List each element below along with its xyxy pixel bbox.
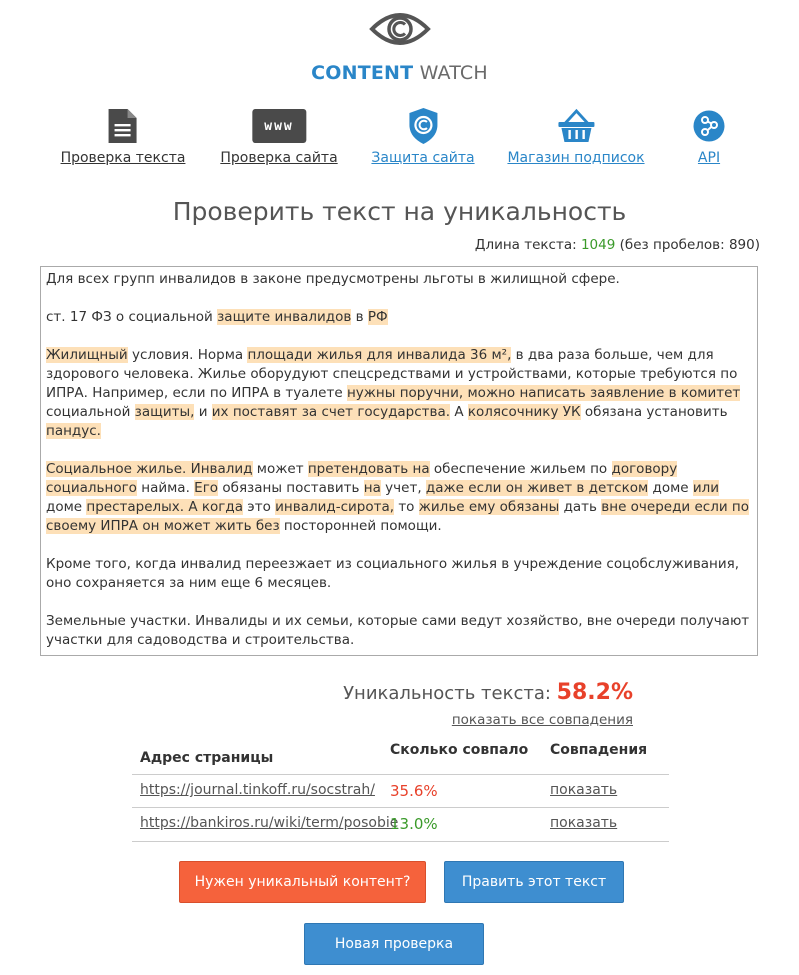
- matched-fragment: вне очереди если по своему ИПРА он может жить без: [46, 499, 749, 534]
- eye-logo-icon: [369, 8, 431, 50]
- col-header-matches: Совпадения: [550, 742, 648, 758]
- show-match-link[interactable]: показать: [550, 815, 618, 831]
- match-url[interactable]: https://bankiros.ru/wiki/term/posobie: [140, 815, 399, 831]
- col-header-url: Адрес страницы: [140, 750, 274, 766]
- text-fragment: в: [351, 309, 368, 325]
- text-fragment: в два раза больше, чем для здорового человека. Жилье оборудуют спецсредствами и устройствами, которые требуются по ИПРА. Например, если по ИПРА в туалете: [46, 347, 738, 401]
- brand-word-content: CONTENT: [311, 62, 414, 84]
- matched-fragment: Его: [194, 480, 219, 496]
- match-percent: 13.0%: [390, 815, 438, 833]
- matched-fragment: инвалид-сирота,: [275, 499, 395, 515]
- nav-api[interactable]: [693, 106, 725, 166]
- www-icon: www: [252, 109, 306, 143]
- main-nav: [0, 106, 799, 176]
- matched-fragment: на: [363, 480, 381, 496]
- page-title: Проверить текст на уникальность: [172, 197, 627, 226]
- nav-label[interactable]: Проверка текста: [60, 150, 186, 166]
- uniqueness-result: [343, 680, 633, 705]
- new-check-button[interactable]: Новая проверка: [304, 923, 484, 965]
- matched-fragment: колясочнику УК: [467, 404, 581, 420]
- matched-fragment: защиты,: [134, 404, 195, 420]
- nav-label[interactable]: API: [697, 150, 721, 166]
- api-icon: [693, 110, 725, 142]
- text-fragment: доме: [648, 480, 693, 496]
- nav-text-check[interactable]: [61, 106, 186, 166]
- text-fragment: может: [252, 461, 308, 477]
- logo[interactable]: [0, 8, 799, 84]
- text-fragment: дать: [559, 499, 602, 515]
- nav-subscription-shop[interactable]: [507, 106, 644, 166]
- text-fragment: обеспечение жильем по: [429, 461, 612, 477]
- matched-fragment: престарелых. А когда: [86, 499, 244, 515]
- matched-fragment: претендовать на: [307, 461, 430, 477]
- text-fragment: социальной: [46, 404, 135, 420]
- matched-fragment: или: [692, 480, 720, 496]
- match-percent: 35.6%: [390, 782, 438, 800]
- show-all-matches-link[interactable]: показать все совпадения: [451, 712, 633, 728]
- basket-icon: [557, 109, 595, 143]
- text-fragment: и: [194, 404, 212, 420]
- text-fragment: обязаны поставить: [218, 480, 364, 496]
- matched-fragment: РФ: [367, 309, 388, 325]
- text-fragment: условия. Норма: [127, 347, 248, 363]
- text-fragment: обязана установить: [580, 404, 728, 420]
- text-paragraph-1: Для всех групп инвалидов в законе предусмотрены льготы в жилищной сфере.: [46, 271, 620, 287]
- matched-fragment: Социальное жилье. Инвалид: [46, 461, 253, 477]
- text-fragment: А: [450, 404, 468, 420]
- match-url[interactable]: https://journal.tinkoff.ru/socstrah/: [140, 782, 375, 798]
- text-fragment: ст. 17 ФЗ о социальной: [46, 309, 218, 325]
- table-row: [132, 807, 669, 842]
- text-fragment: то: [394, 499, 419, 515]
- uniqueness-value: 58.2%: [556, 680, 633, 705]
- col-header-match-percent: Сколько совпало: [390, 742, 529, 758]
- text-fragment: учет,: [380, 480, 426, 496]
- matched-fragment: даже если он живет в детском: [425, 480, 649, 496]
- checked-text-box[interactable]: [40, 266, 758, 656]
- matched-fragment: их поставят за счет государства.: [211, 404, 451, 420]
- uniqueness-label: Уникальность текста:: [343, 683, 551, 704]
- document-icon: [107, 107, 139, 145]
- nav-label[interactable]: Магазин подписок: [507, 150, 645, 166]
- text-fragment: найма.: [136, 480, 195, 496]
- need-unique-content-button[interactable]: Нужен уникальный контент?: [179, 861, 426, 903]
- matched-fragment: Жилищный: [46, 347, 128, 363]
- table-row: [132, 774, 669, 808]
- text-paragraph-3: [46, 346, 752, 441]
- shield-copyright-icon: [407, 107, 439, 145]
- text-fragment: посторонней помощи.: [279, 518, 442, 534]
- matched-fragment: защите инвалидов: [217, 309, 352, 325]
- nav-site-check[interactable]: [220, 106, 337, 166]
- brand-word-watch: WATCH: [419, 62, 488, 84]
- matched-fragment: нужны поручни, можно написать заявление в комитет: [346, 385, 741, 401]
- length-value: 1049: [580, 237, 616, 253]
- text-fragment: доме: [46, 499, 87, 515]
- edit-text-button[interactable]: Править этот текст: [444, 861, 624, 903]
- length-no-spaces: (без пробелов: 890): [619, 237, 760, 253]
- matched-fragment: договору социального: [46, 461, 678, 496]
- brand-name: [0, 62, 799, 84]
- text-paragraph-5: Кроме того, когда инвалид переезжает из социального жилья в учреждение соцобслуживания, оно сохраняется за ним еще 6 месяцев.: [46, 556, 740, 591]
- nav-label[interactable]: Проверка сайта: [220, 150, 338, 166]
- nav-label[interactable]: Защита сайта: [371, 150, 475, 166]
- text-length: [475, 237, 760, 253]
- matched-fragment: жилье ему обязаны: [418, 499, 560, 515]
- text-paragraph-2: [46, 308, 752, 327]
- matched-fragment: площади жилья для инвалида 36 м²,: [247, 347, 512, 363]
- length-label: Длина текста:: [474, 237, 577, 253]
- text-paragraph-6: Земельные участки. Инвалиды и их семьи, которые сами ведут хозяйство, вне очереди получают участки для садоводства и строительства.: [46, 613, 750, 648]
- text-fragment: это: [243, 499, 276, 515]
- show-match-link[interactable]: показать: [550, 782, 618, 798]
- nav-site-protection[interactable]: [371, 106, 474, 166]
- matched-fragment: пандус.: [46, 423, 101, 439]
- text-paragraph-4: [46, 460, 752, 536]
